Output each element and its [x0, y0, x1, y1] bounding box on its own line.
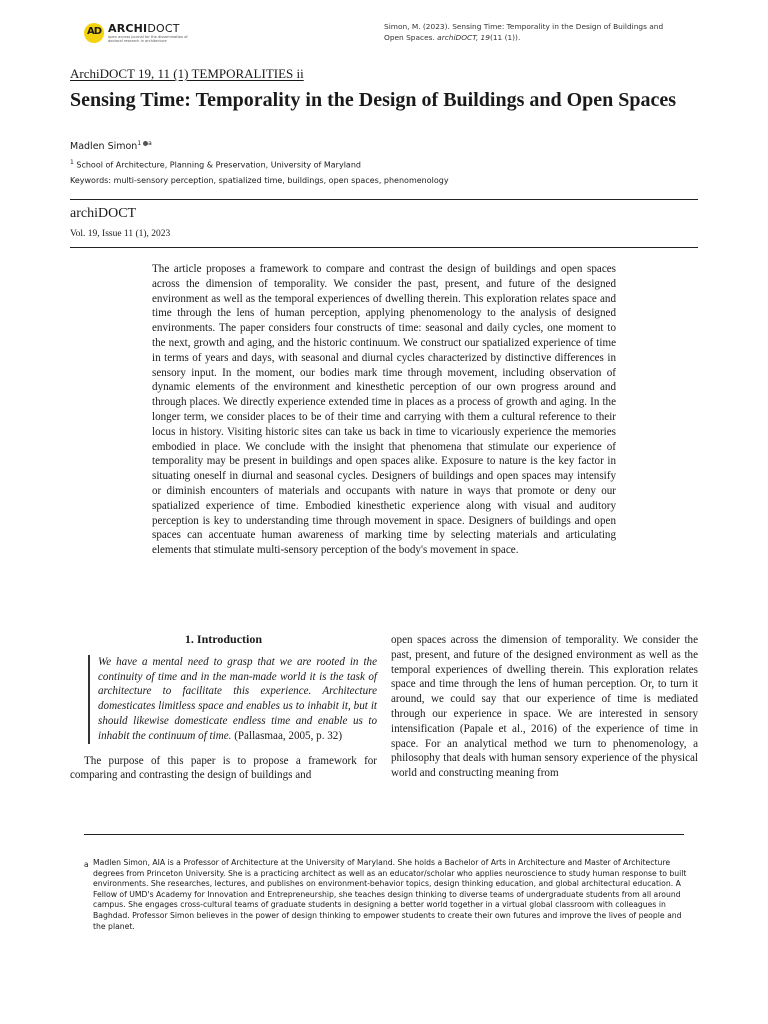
logo-icon: AD: [84, 23, 104, 43]
keywords: Keywords: multi-sensory perception, spatialized time, buildings, open spaces, phenomenology: [70, 176, 449, 185]
issue-line: ArchiDOCT 19, 11 (1) TEMPORALITIES ii: [70, 66, 304, 81]
journal-logo: [84, 22, 200, 44]
body-paragraph: The purpose of this paper is to propose a framework for comparing and contrasting the design of buildings and: [70, 754, 377, 782]
divider: [70, 247, 698, 248]
section-heading: 1. Introduction: [184, 632, 263, 646]
volume-info: Vol. 19, Issue 11 (1), 2023: [70, 229, 171, 239]
journal-name: archiDOCT: [70, 206, 137, 221]
left-column: [70, 632, 377, 783]
affiliation: $^1$ School of Architecture, Planning & Preservation, University of Maryland: [70, 159, 361, 170]
right-column: open spaces across the dimension of temporality. We consider the past, present, and future of the designed environment as well as the temporal experiences of dwelling therein. This exploration relates space and time through the lens of human perception. Or, to turn it around, we could say that our experience of time is mediated through our experience in space. We are interested in sensory intensification (Papale et al., 2016) of the experience of time in space. For an analytical method we turn to phenomenology, a philosophy that deals with human sensory experience of the physical world and constructing meaning from: [391, 634, 698, 780]
logo-tagline: open access journal for the dissemination of doctoral research in architecture: [108, 34, 188, 43]
article-title: Sensing Time: Temporality in the Design of Buildings and Open Spaces: [70, 89, 677, 111]
footnote-divider: [84, 834, 684, 835]
citation: Simon, M. (2023). Sensing Time: Temporality in the Design of Buildings and Open Spaces. archiDOCT, 19(11 (1)).: [384, 22, 664, 42]
author: Madlen Simon$^1$ $^a$: [70, 140, 152, 153]
divider: [70, 199, 698, 200]
abstract: The article proposes a framework to compare and contrast the design of buildings and open spaces across the dimension of temporality. We consider the past, present, and future of the designed environment as well as the temporal experiences of dwelling therein. This exploration relates space and time through the lens of human perception, applying phenomenology to the analysis of designed environments. The paper considers four constructs of time: seasonal and daily cycles, one moment to the next, growth and aging, and the historic continuum. We construct our spatialized experience of time in terms of years and days, with seasonal and diurnal cycles characterized by distinctive differences in sensory input. In the moment, our bodies mark time through movement, including observation of dynamic elements of the environment and kinesthetic perception of our own progress around and through places. We directly experience extended time in places as a process of growth and aging. In the longer term, we consider places to be of their time and carrying with them a cultural reference to their locus in history. Visiting historic sites can take us back in time to vicariously experience the memories embodied in place. We conclude with the insight that phenomena that stimulate our experience of temporality may be present in buildings and open spaces alike. Exposure to nature is the key factor in situating oneself in diurnal and seasonal cycles. Designers of buildings and open spaces may intensify or diminish encounters of materials and occupants with nature in ways that promote or deny our spatialized experience of time. Embodied kinesthetic experience along with visual and auditory perception is key to understanding time through movement in space. Designers of buildings and open spaces can accentuate human awareness of marking time by selecting materials and articulating elements that stimulate multi-sensory perception of the body's movement in space.: [152, 263, 616, 557]
footnote-mark: a: [84, 860, 89, 869]
footnote: Madlen Simon, AIA is a Professor of Architecture at the University of Maryland. She holds a Bachelor of Arts in Architecture and Master of Architecture degrees from Princeton University. She is a practicing architect as well as an educator/scholar who applies neuroscience to study human response to built environments. She researches, lectures, and publishes on environment-behavior topics, design thinking education, and global architectural education. A Fellow of UMD's Academy for Innovation and Entrepreneurship, she teaches design thinking to diverse teams of undergraduate students from all around campus. She engages cross-cultural teams of graduate students in designing a better world together in a virtual global classroom with colleagues in Baghdad. Professor Simon believes in the power of design thinking to empower students to create their own futures and improve the lives of people and the planet.: [93, 858, 687, 931]
logo-name: ARCHIDOCT: [108, 21, 180, 35]
epigraph: We have a mental need to grasp that we are rooted in the continuity of time and in the man-made world it is the task of architecture to facilitate this experience. Architecture domesticates limitless space and enables us to inhabit it, but it should likewise domesticate endless time and enable us to inhabit the continuum of time. (Pallasmaa, 2005, p. 32): [88, 655, 377, 744]
